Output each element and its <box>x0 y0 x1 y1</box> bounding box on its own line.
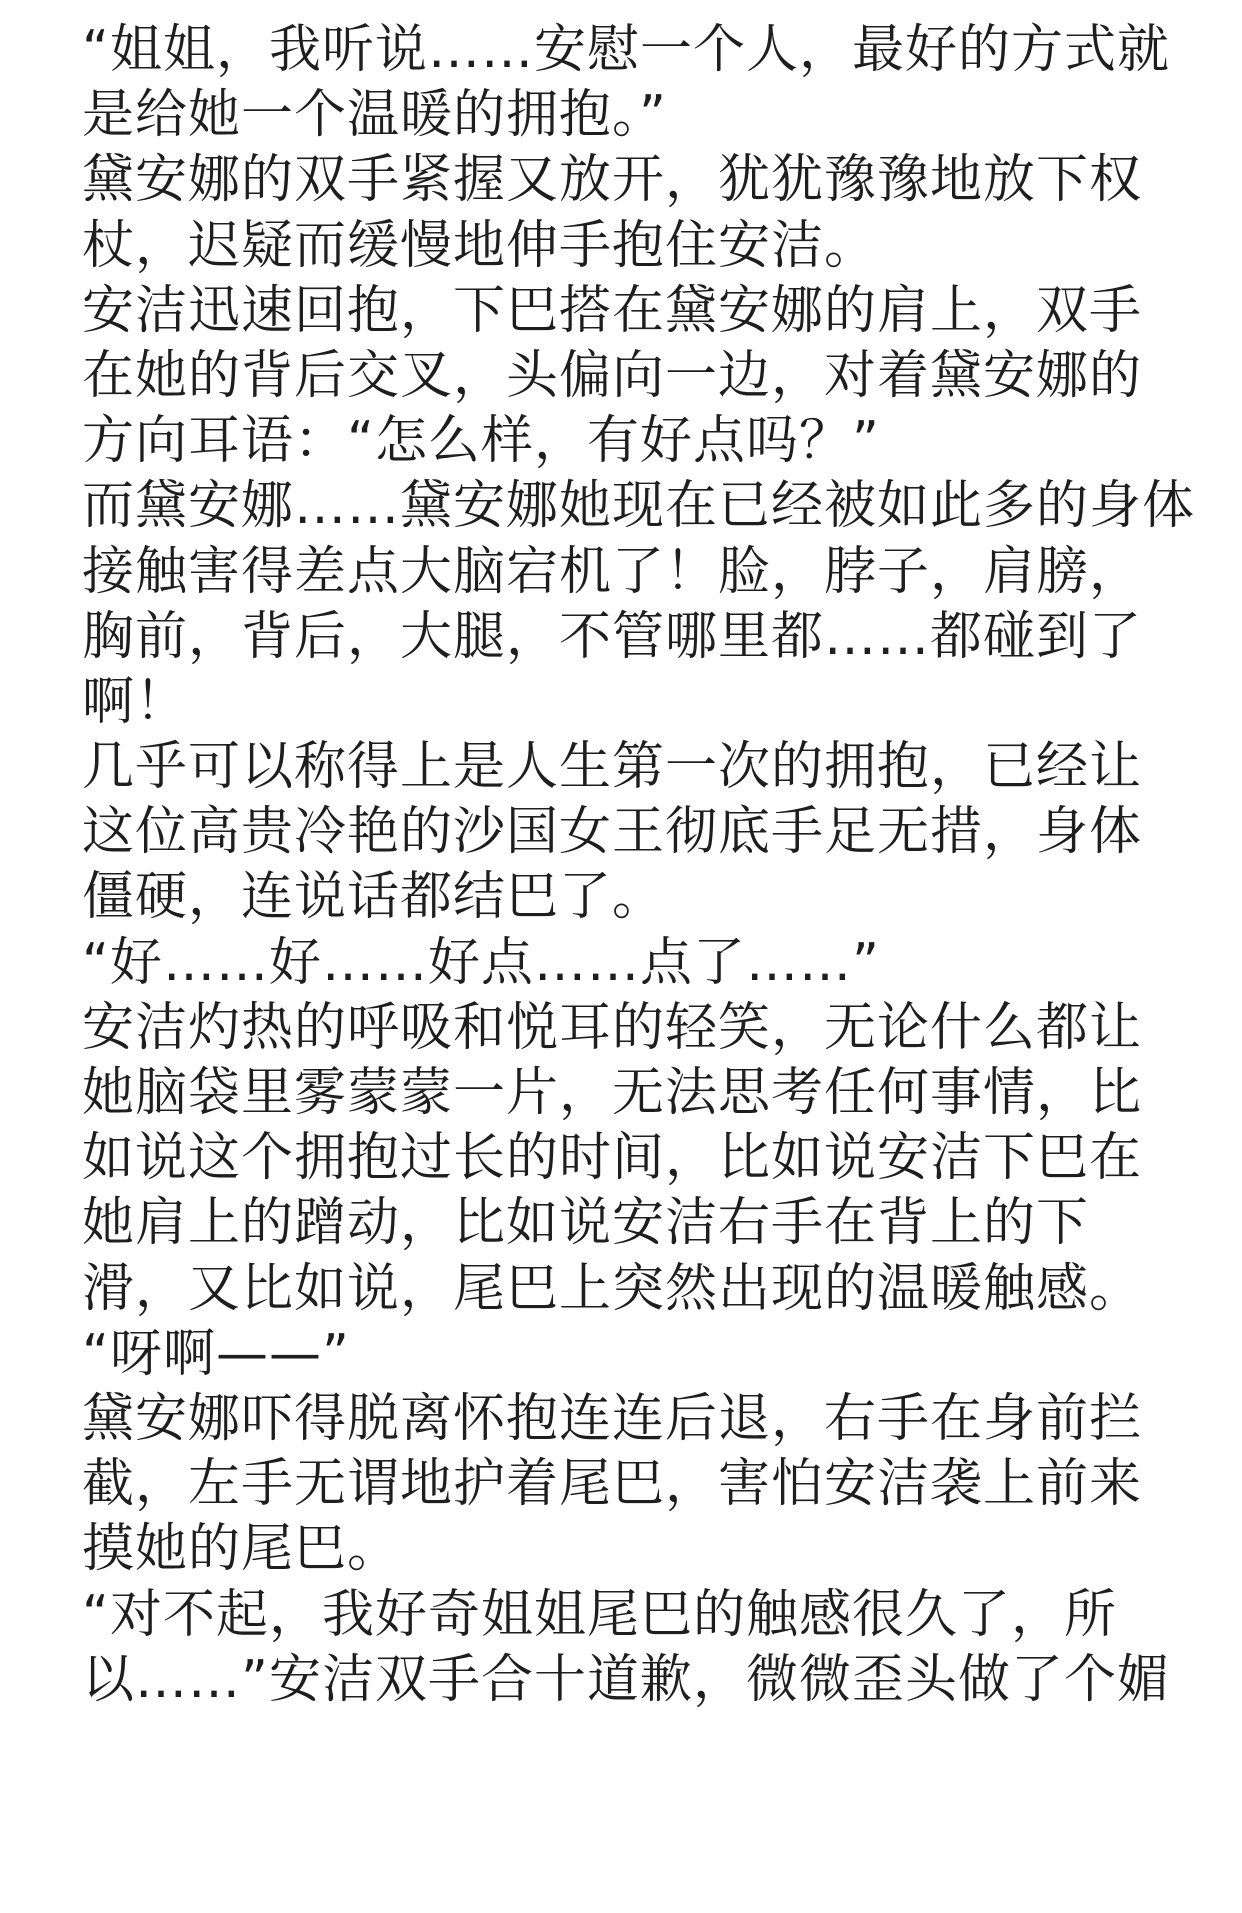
text-line: “对不起，我好奇姐姐尾巴的触感很久了，所 <box>82 1584 1117 1645</box>
text-line: 接触害得差点大脑宕机了！脸，脖子，肩膀， <box>82 541 1143 602</box>
text-line: 她肩上的蹭动，比如说安洁右手在背上的下 <box>82 1193 1090 1254</box>
text-line: 如说这个拥抱过长的时间，比如说安洁下巴在 <box>82 1128 1143 1189</box>
text-line: 安洁灼热的呼吸和悦耳的轻笑，无论什么都让 <box>82 997 1143 1058</box>
text-line: 几乎可以称得上是人生第一次的拥抱，已经让 <box>82 737 1143 798</box>
text-line: 安洁迅速回抱，下巴搭在黛安娜的肩上，双手 <box>82 280 1143 341</box>
text-line: 是给她一个温暖的拥抱。” <box>82 85 667 146</box>
text-line: 摸她的尾巴。 <box>82 1519 401 1580</box>
text-line: 黛安娜吓得脱离怀抱连连后退，右手在身前拦 <box>82 1388 1143 1449</box>
text-line: 这位高贵冷艳的沙国女王彻底手足无措，身体 <box>82 802 1143 863</box>
text-line: 以……”安洁双手合十道歉，微微歪头做了个媚 <box>82 1649 1170 1710</box>
text-line: “好……好……好点……点了……” <box>82 932 880 993</box>
text-line: 她脑袋里雾蒙蒙一片，无法思考任何事情，比 <box>82 1063 1143 1123</box>
text-line: 僵硬，连说话都结巴了。 <box>82 867 666 928</box>
text-line: 啊！ <box>82 671 189 732</box>
text-line: 滑，又比如说，尾巴上突然出现的温暖触感。 <box>82 1258 1143 1319</box>
text-line: “呀啊——” <box>82 1323 350 1384</box>
text-line: 在她的背后交叉，头偏向一边，对着黛安娜的 <box>82 345 1143 406</box>
text-line: 黛安娜的双手紧握又放开，犹犹豫豫地放下权 <box>82 150 1143 211</box>
text-line: 方向耳语：“怎么样，有好点吗？” <box>82 411 880 472</box>
text-line: 杖，迟疑而缓慢地伸手抱住安洁。 <box>82 215 878 276</box>
story-text <box>82 18 1232 1713</box>
text-line: “姐姐，我听说……安慰一个人，最好的方式就 <box>82 20 1170 80</box>
text-line: 胸前，背后，大腿，不管哪里都……都碰到了 <box>82 606 1143 667</box>
text-line: 而黛安娜……黛安娜她现在已经被如此多的身体 <box>82 476 1196 537</box>
text-line: 截，左手无谓地护着尾巴，害怕安洁袭上前来 <box>82 1454 1143 1515</box>
